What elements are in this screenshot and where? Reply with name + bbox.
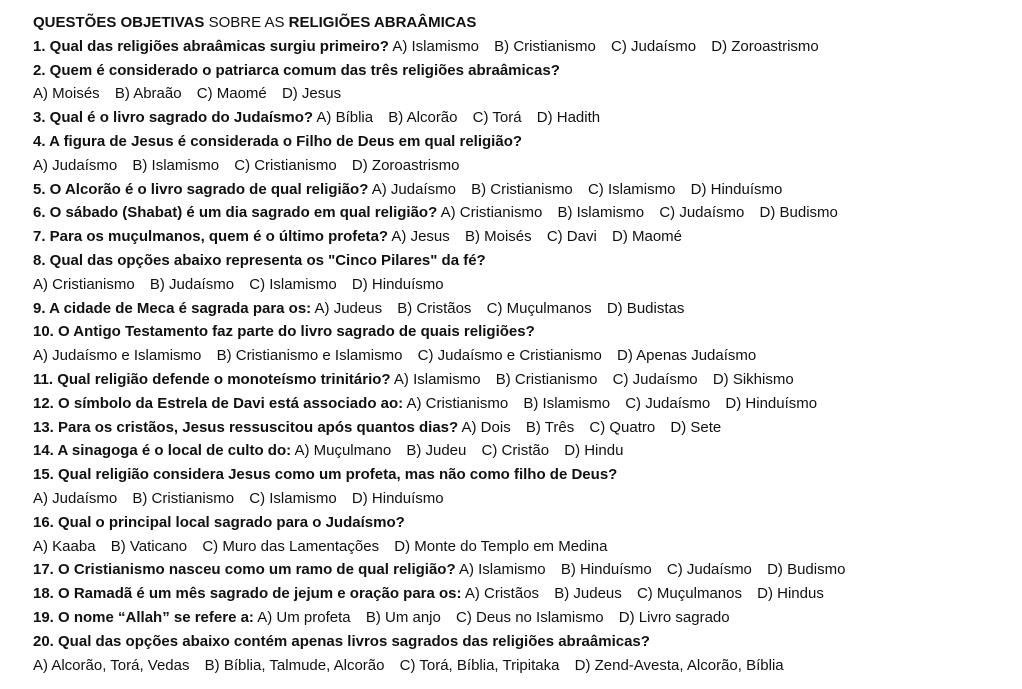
option-d: D) Sete	[670, 418, 722, 436]
option-b: B) Abraão	[114, 85, 182, 103]
question-text: 10. O Antigo Testamento faz parte do livro sagrado de quais religiões?	[33, 323, 535, 341]
option-a: A) Bíblia	[316, 109, 374, 127]
question-12	[33, 392, 1018, 416]
option-b: B) Cristianismo	[132, 489, 235, 507]
option-c: C) Islamismo	[249, 489, 337, 507]
question-text: 3. Qual é o livro sagrado do Judaísmo?	[33, 109, 314, 127]
option-a: A) Cristianismo	[33, 275, 135, 293]
option-a: A) Judaísmo	[33, 156, 118, 174]
option-b: B) Moisés	[464, 228, 532, 246]
question-2	[33, 59, 1018, 83]
question-18	[33, 582, 1018, 606]
question-text: 6. O sábado (Shabat) é um dia sagrado em qual religião?	[33, 204, 438, 222]
option-b: B) Islamismo	[523, 394, 611, 412]
option-c: C) Judaísmo	[612, 370, 698, 388]
option-a: A) Cristãos	[464, 585, 540, 603]
option-c: C) Islamismo	[587, 180, 676, 198]
question-text: 4. A figura de Jesus é considerada o Filho de Deus em qual religião?	[33, 132, 523, 150]
option-c: C) Torá	[472, 109, 522, 127]
option-c: C) Judaísmo	[625, 394, 711, 412]
question-1	[33, 35, 1018, 59]
question-13	[33, 416, 1018, 440]
question-20	[33, 630, 1018, 654]
question-text: 13. Para os cristãos, Jesus ressuscitou após quantos dias?	[33, 418, 459, 436]
option-a: A) Cristianismo	[440, 204, 543, 222]
option-c: C) Judaísmo	[659, 204, 745, 222]
option-c: C) Islamismo	[249, 275, 337, 293]
question-3	[33, 106, 1018, 130]
option-d: D) Hinduísmo	[351, 275, 444, 293]
question-text: 15. Qual religião considera Jesus como um profeta, mas não como filho de Deus?	[33, 466, 618, 484]
question-4	[33, 130, 1018, 154]
option-a: A) Um profeta	[257, 608, 351, 626]
option-d: D) Hindus	[757, 585, 824, 603]
option-a: A) Cristianismo	[406, 394, 509, 412]
question-16	[33, 511, 1018, 535]
option-d: D) Hinduísmo	[690, 180, 783, 198]
option-c: C) Judaísmo	[666, 561, 752, 579]
option-d: D) Jesus	[281, 85, 342, 103]
option-d: D) Hinduísmo	[725, 394, 818, 412]
option-d: D) Hindu	[564, 442, 624, 460]
option-a: A) Islamismo	[393, 370, 481, 388]
option-d: D) Zoroastrismo	[351, 156, 460, 174]
question-15	[33, 463, 1018, 487]
option-c: C) Davi	[546, 228, 597, 246]
option-a: A) Judeus	[314, 299, 383, 317]
option-c: C) Cristianismo	[234, 156, 337, 174]
question-text: 9. A cidade de Meca é sagrada para os:	[33, 299, 312, 317]
option-a: A) Islamismo	[458, 561, 546, 579]
question-text: 14. A sinagoga é o local de culto do:	[33, 442, 292, 460]
title-part-bold-2: RELIGIÕES ABRAÂMICAS	[288, 14, 477, 31]
question-9	[33, 297, 1018, 321]
question-8-options	[33, 273, 1018, 297]
question-text: 11. Qual religião defende o monoteísmo trinitário?	[33, 370, 391, 388]
option-b: B) Um anjo	[365, 608, 441, 626]
option-a: A) Muçulmano	[294, 442, 392, 460]
question-20-options	[33, 654, 1018, 678]
question-10-options	[33, 344, 1018, 368]
option-a: A) Moisés	[33, 85, 100, 103]
option-b: B) Bíblia, Talmude, Alcorão	[204, 656, 385, 674]
option-b: B) Hinduísmo	[560, 561, 652, 579]
option-c: C) Muçulmanos	[636, 585, 742, 603]
option-b: B) Cristianismo	[495, 370, 598, 388]
title-part-bold-1: QUESTÕES OBJETIVAS	[33, 14, 205, 31]
question-14	[33, 439, 1018, 463]
question-text: 12. O símbolo da Estrela de Davi está associado ao:	[33, 394, 404, 412]
option-d: D) Livro sagrado	[618, 608, 730, 626]
option-a: A) Judaísmo e Islamismo	[33, 347, 202, 365]
title-part-regular: SOBRE AS	[204, 14, 289, 31]
option-a: A) Judaísmo	[33, 489, 118, 507]
option-a: A) Jesus	[391, 228, 450, 246]
option-c: C) Judaísmo	[611, 37, 697, 55]
option-c: C) Quatro	[589, 418, 656, 436]
question-text: 8. Qual das opções abaixo representa os "Cinco Pilares" da fé?	[33, 251, 486, 269]
question-sheet	[33, 11, 1018, 677]
option-c: C) Judaísmo e Cristianismo	[417, 347, 602, 365]
option-d: D) Zoroastrismo	[711, 37, 819, 55]
option-b: B) Judaísmo	[149, 275, 235, 293]
question-text: 16. Qual o principal local sagrado para o Judaísmo?	[33, 513, 405, 531]
question-17	[33, 558, 1018, 582]
option-b: B) Três	[525, 418, 575, 436]
option-d: D) Budistas	[606, 299, 685, 317]
option-a: A) Dois	[461, 418, 511, 436]
option-b: B) Judeu	[406, 442, 467, 460]
question-text: 19. O nome “Allah” se refere a:	[33, 608, 254, 626]
question-4-options	[33, 154, 1018, 178]
option-b: B) Islamismo	[557, 204, 645, 222]
option-d: D) Budismo	[759, 204, 838, 222]
question-text: 2. Quem é considerado o patriarca comum das três religiões abraâmicas?	[33, 61, 560, 79]
option-b: B) Vaticano	[110, 537, 188, 555]
option-a: A) Alcorão, Torá, Vedas	[33, 656, 190, 674]
option-d: D) Sikhismo	[712, 370, 794, 388]
option-a: A) Kaaba	[33, 537, 96, 555]
option-c: C) Deus no Islamismo	[456, 608, 604, 626]
option-b: B) Islamismo	[132, 156, 220, 174]
question-text: 20. Qual das opções abaixo contém apenas livros sagrados das religiões abraâmicas?	[33, 632, 650, 650]
option-a: A) Judaísmo	[371, 180, 456, 198]
option-d: D) Budismo	[767, 561, 846, 579]
option-d: D) Monte do Templo em Medina	[394, 537, 608, 555]
option-c: C) Torá, Bíblia, Tripitaka	[399, 656, 560, 674]
option-c: C) Maomé	[196, 85, 267, 103]
question-7	[33, 225, 1018, 249]
question-8	[33, 249, 1018, 273]
option-d: D) Hinduísmo	[351, 489, 444, 507]
question-text: 17. O Cristianismo nasceu como um ramo de qual religião?	[33, 561, 456, 579]
option-d: D) Hadith	[536, 109, 601, 127]
question-text: 5. O Alcorão é o livro sagrado de qual religião?	[33, 180, 369, 198]
page-title	[33, 11, 1018, 35]
option-d: D) Apenas Judaísmo	[617, 347, 757, 365]
question-16-options	[33, 535, 1018, 559]
option-c: C) Cristão	[481, 442, 550, 460]
question-15-options	[33, 487, 1018, 511]
question-2-options	[33, 82, 1018, 106]
option-c: C) Muçulmanos	[486, 299, 592, 317]
question-text: 7. Para os muçulmanos, quem é o último profeta?	[33, 228, 389, 246]
option-b: B) Cristianismo	[494, 37, 596, 55]
question-19	[33, 606, 1018, 630]
option-b: B) Cristianismo e Islamismo	[216, 347, 403, 365]
option-b: B) Judeus	[554, 585, 622, 603]
option-b: B) Cristãos	[397, 299, 472, 317]
option-d: D) Zend-Avesta, Alcorão, Bíblia	[574, 656, 784, 674]
option-c: C) Muro das Lamentações	[202, 537, 380, 555]
option-d: D) Maomé	[612, 228, 683, 246]
option-b: B) Alcorão	[388, 109, 458, 127]
option-a: A) Islamismo	[392, 37, 479, 55]
question-10	[33, 320, 1018, 344]
question-text: 1. Qual das religiões abraâmicas surgiu primeiro?	[33, 37, 389, 55]
option-b: B) Cristianismo	[471, 180, 573, 198]
question-6	[33, 201, 1018, 225]
question-11	[33, 368, 1018, 392]
question-5	[33, 178, 1018, 202]
question-text: 18. O Ramadã é um mês sagrado de jejum e oração para os:	[33, 585, 462, 603]
